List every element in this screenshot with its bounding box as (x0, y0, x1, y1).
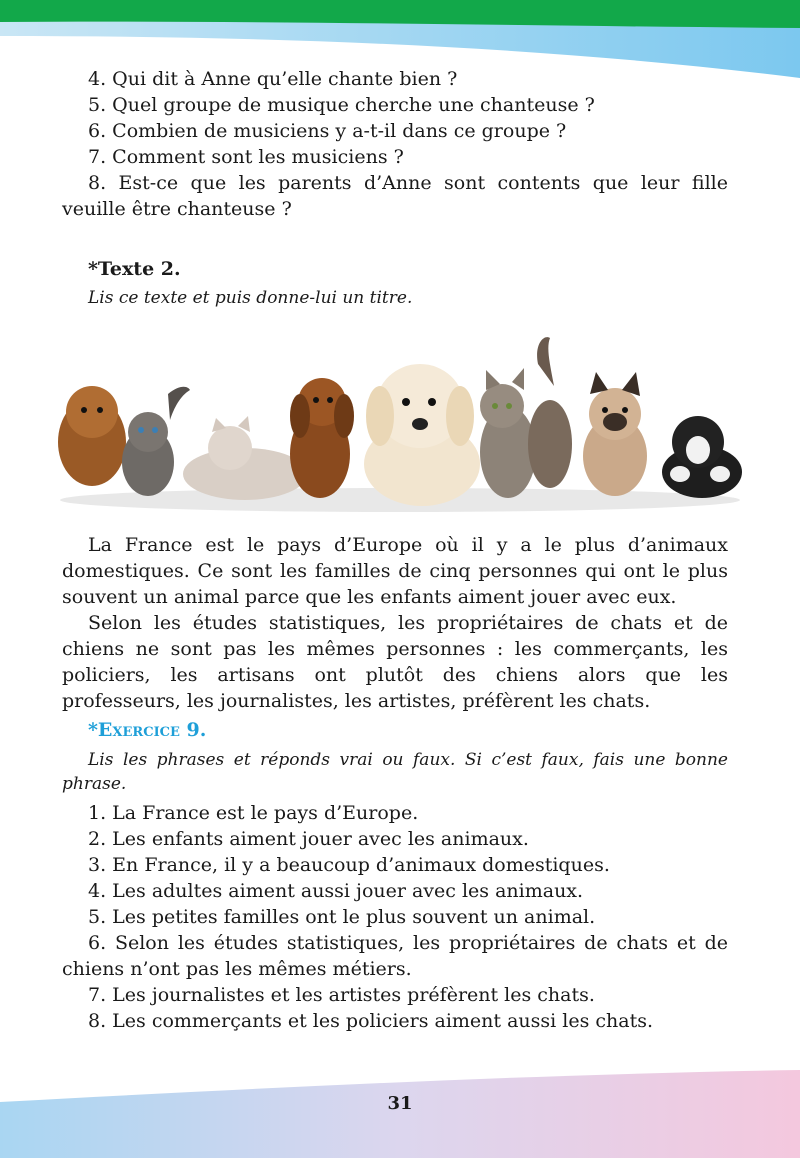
exercice-9-instruction: Lis les phrases et réponds vrai ou faux. Si c’est faux, fais une bonne phrase. (62, 750, 728, 794)
texte-2-heading: *Texte 2. (88, 258, 181, 280)
page-number: 31 (387, 1093, 413, 1114)
exercice-9-items (62, 800, 728, 1034)
question-6: 6. Combien de musiciens y a-t-il dans ce groupe ? (88, 120, 567, 142)
texte-2-instruction: Lis ce texte et puis donne-lui un titre. (88, 288, 413, 308)
exercice-9-heading: *Exercice 9. (88, 719, 207, 741)
exercise-item: 2. Les enfants aiment jouer avec les animaux. (88, 828, 529, 850)
exercise-item: 4. Les adultes aiment aussi jouer avec les animaux. (88, 880, 584, 902)
question-4: 4. Qui dit à Anne qu’elle chante bien ? (88, 68, 458, 90)
exercise-item: 1. La France est le pays d’Europe. (88, 802, 419, 824)
question-5: 5. Quel groupe de musique cherche une chanteuse ? (88, 94, 595, 116)
exercise-item: 3. En France, il y a beaucoup d’animaux domestiques. (88, 854, 610, 876)
exercise-item: 5. Les petites familles ont le plus souvent un animal. (88, 906, 596, 928)
exercise-item: 7. Les journalistes et les artistes préfèrent les chats. (88, 984, 595, 1006)
paragraph-2: Selon les études statistiques, les propriétaires de chats et de chiens ne sont pas les mêmes personnes : les commerçants, les policiers, les artisans ont plutôt des chiens alors que les professeurs, les journalistes, les artistes, préfèrent les chats. (62, 612, 728, 712)
exercise-item: 8. Les commerçants et les policiers aiment aussi les chats. (88, 1010, 654, 1032)
question-8: 8. Est-ce que les parents d’Anne sont contents que leur fille veuille être chanteuse ? (62, 172, 728, 220)
texte-2-body (62, 532, 728, 1034)
top-questions (62, 66, 728, 310)
paragraph-1: La France est le pays d’Europe où il y a le plus d’animaux domestiques. Ce sont les familles de cinq personnes qui ont le plus souvent un animal parce que les enfants aiment jouer avec eux. (62, 534, 728, 608)
pets-photo (30, 324, 770, 514)
exercise-item: 6. Selon les études statistiques, les propriétaires de chats et de chiens n’ont pas les mêmes métiers. (62, 932, 728, 980)
question-7: 7. Comment sont les musiciens ? (88, 146, 404, 168)
